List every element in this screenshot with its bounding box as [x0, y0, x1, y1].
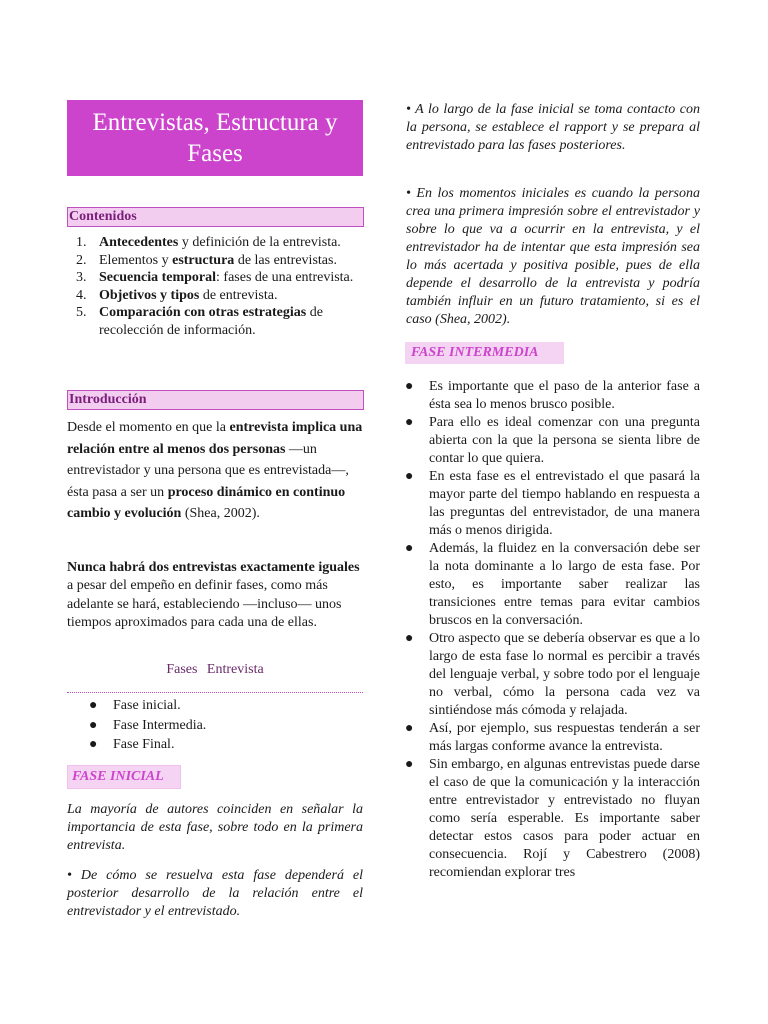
text-bold: entrevista implica una relación entre al menos dos personas — [67, 420, 363, 457]
item-text: : fases de una entrevista. — [216, 270, 354, 286]
item-text: Para ello es ideal comenzar con una pregunta abierta con la que la persona se sienta libre de contar lo que quiera. — [429, 415, 700, 466]
contenidos-header: Contenidos — [67, 207, 364, 227]
bullet-icon: ● — [89, 737, 98, 752]
item-number: 1. — [76, 235, 87, 250]
list-item — [67, 735, 363, 755]
item-number: 2. — [76, 252, 87, 268]
fase-inicial-tag: FASE INICIAL — [67, 765, 181, 789]
list-item — [405, 414, 700, 468]
list-item — [67, 252, 363, 270]
item-bold: Objetivos y tipos — [99, 287, 200, 303]
item-text: y definición de la entrevista. — [178, 235, 341, 250]
list-item — [67, 287, 363, 305]
item-bold: Comparación con otras estrategias — [99, 305, 307, 321]
bullet-icon: ● — [405, 379, 414, 394]
item-text: de entrevista. — [199, 287, 278, 303]
item-text: Además, la fluidez en la conversación debe ser la nota dominante a lo largo de esta fase. Por esto, es importante saber realizar las transiciones entre temas para evitar cambios bruscos en la conversación. — [429, 541, 700, 628]
item-number: 4. — [76, 287, 87, 303]
fase-inicial-paragraph: La mayoría de autores coinciden en señalar la importancia de esta fase, sobre todo en la primera entrevista. — [67, 802, 363, 853]
list-item — [67, 234, 363, 252]
list-item — [67, 716, 363, 736]
fases-title: Fases Entrevista — [166, 662, 264, 677]
page-title: Entrevistas, Estructura y Fases — [67, 100, 363, 176]
text-run: a pesar del empeño en definir fases, como más adelante se hará, estableciendo —incluso— unos tiempos aproximados para cada una de ellas. — [67, 578, 342, 630]
item-number: 5. — [76, 305, 87, 321]
bullet-icon: ● — [405, 757, 414, 772]
list-item — [405, 720, 700, 756]
item-text: de recolección de información. — [99, 305, 323, 338]
item-bold: Secuencia temporal — [99, 270, 217, 286]
bullet-icon: ● — [405, 631, 414, 646]
text-bold: proceso dinámico en continuo cambio y evolución — [67, 484, 346, 521]
item-text: Otro aspecto que se debería observar es que a lo largo de esta fase lo normal es percibir a través del lenguaje verbal, y sobre todo por el lenguaje no verbal, cómo la persona cada vez va sintiéndose más cómoda y relajada. — [429, 631, 700, 718]
item-text: Así, por ejemplo, sus respuestas tenderán a ser más largas conforme avance la entrevista. — [429, 721, 700, 754]
list-item — [405, 378, 700, 414]
list-item — [67, 304, 363, 339]
item-number: 3. — [76, 270, 87, 286]
list-item — [405, 630, 700, 720]
bullet-icon: ● — [405, 541, 414, 556]
list-item — [405, 468, 700, 540]
bullet-icon: ● — [89, 717, 98, 733]
item-text: Elementos y — [99, 252, 173, 268]
fase-intermedia-tag: FASE INTERMEDIA — [405, 342, 564, 364]
bullet-icon: ● — [89, 698, 98, 713]
list-item — [67, 269, 363, 287]
nunca-paragraph — [67, 559, 363, 632]
fase-intermedia-list — [405, 378, 700, 882]
item-bold: Antecedentes — [99, 235, 179, 250]
text-bold: Nunca habrá dos entrevistas exactamente iguales — [67, 560, 360, 575]
list-item — [405, 756, 700, 882]
fase-inicial-paragraph: • A lo largo de la fase inicial se toma contacto con la persona, se establece el rapport y se prepara al entrevistado para las fases posteriores. — [406, 102, 700, 153]
item-text: Es importante que el paso de la anterior fase a ésta sea lo menos brusco posible. — [429, 379, 700, 412]
fase-inicial-paragraph: • En los momentos iniciales es cuando la persona crea una primera impresión sobre el entrevistador y sobre lo que va a ocurrir en la entrevista, y el entrevistador ha de intentar que esta impresión sea lo más acertada y positiva posible, pues de ella depende el desarrollo de la entrevista y podría también influir en un futuro tratamiento, si es el caso (Shea, 2002). — [406, 186, 700, 327]
item-text: Fase Final. — [113, 737, 175, 752]
item-text: Fase Intermedia. — [113, 717, 207, 733]
item-text: Sin embargo, en algunas entrevistas puede darse el caso de que la comunicación y la interacción entre entrevistador y entrevistado no fluyan como sería esperable. Es importante saber detectar estos casos para poder actuar en consecuencia. Rojí y Cabestrero (2008) recomiendan explorar tres — [429, 757, 700, 880]
introduccion-header: Introducción — [67, 390, 364, 410]
bullet-icon: ● — [405, 415, 414, 430]
intro-paragraph — [67, 417, 363, 525]
fase-inicial-paragraph: • De cómo se resuelva esta fase dependerá el posterior desarrollo de la relación entre el entrevistador y el entrevistado. — [67, 868, 363, 919]
fases-list — [67, 696, 363, 755]
list-item — [405, 540, 700, 630]
text-run: (Shea, 2002). — [181, 506, 260, 521]
dotted-divider — [67, 692, 363, 693]
item-text: Fase inicial. — [113, 698, 181, 713]
bullet-icon: ● — [405, 721, 414, 736]
contents-list — [67, 234, 363, 340]
text-run: Desde el momento en que la — [67, 420, 230, 435]
item-text: de las entrevistas. — [234, 252, 337, 268]
text-run: —un entrevistador y una persona que es entrevistada—, ésta pasa a ser un — [67, 441, 349, 500]
item-bold: estructura — [172, 252, 235, 268]
item-text: En esta fase es el entrevistado el que pasará la mayor parte del tiempo hablando en respuesta a las preguntas del entrevistador, de una manera más o menos dirigida. — [429, 469, 700, 538]
list-item — [67, 696, 363, 716]
bullet-icon: ● — [405, 469, 414, 484]
